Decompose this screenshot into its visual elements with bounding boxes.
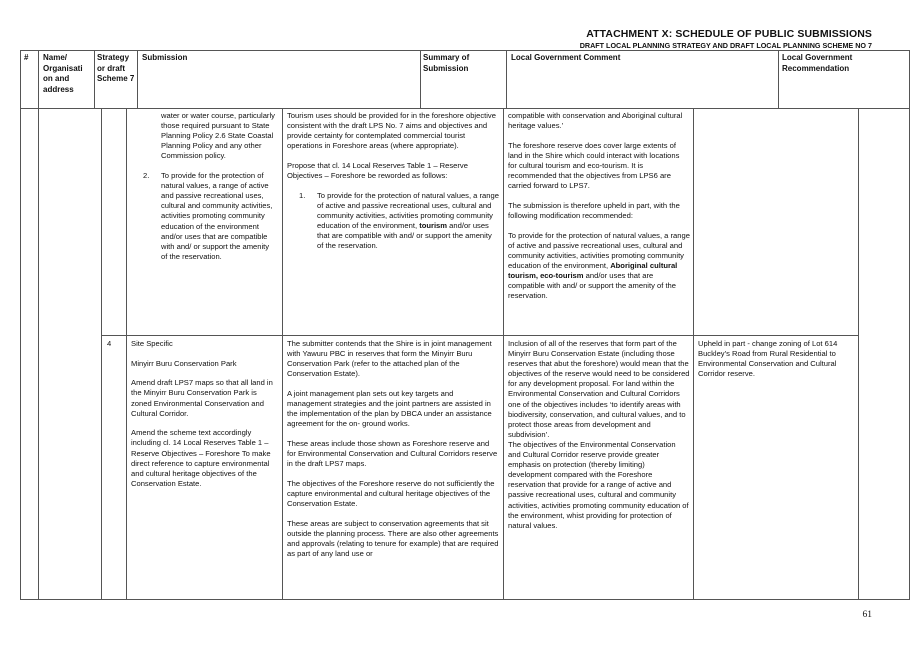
continued-summary-cell (287, 111, 499, 261)
comment-paragraph: Inclusion of all of the reserves that form part of the Minyirr Buru Conservation Estate (including those reserves that abut the foreshore) would mean that the objectives of the reserve would need to be considered for any development proposal. For land within the Environmental Conservation and Cultural Corridors one of the objectives includes ‘to identify areas with biodiversity, conservation, and cultural values, and to protect those areas from development and subdivision’. (508, 339, 690, 439)
column-header-strategy: Strategy or draft Scheme 7 (97, 53, 135, 84)
column-header-summary: Summary of Submission (423, 53, 470, 73)
submission-paragraph: Site Specific (131, 339, 173, 348)
header-divider (137, 50, 138, 109)
body-divider (858, 109, 859, 600)
row-divider (101, 335, 858, 336)
continued-comment-cell (508, 111, 690, 301)
body-divider (693, 109, 694, 600)
row4-comment-cell (508, 339, 690, 531)
header-divider (506, 50, 507, 109)
summary-paragraph: The submitter contends that the Shire is in joint management with Yawuru PBC in reserves that form the Minyirr Buru Conservation Park (refer to the attached plan of the Conservation Estate). (287, 339, 492, 379)
document-title: ATTACHMENT X: SCHEDULE OF PUBLIC SUBMISSIONS (586, 28, 872, 40)
row4-submission-cell (131, 339, 279, 499)
header-divider (778, 50, 779, 109)
submission-paragraph: Minyirr Buru Conservation Park (131, 358, 237, 368)
summary-paragraph: These areas include those shown as Foreshore reserve and for Environmental Conservation and Cultural Corridors reserve in the draft LPS7 maps. (287, 438, 498, 469)
header-divider (38, 50, 39, 109)
body-divider (503, 109, 504, 600)
body-divider (282, 109, 283, 600)
summary-paragraph: A joint management plan sets out key targets and management strategies and the joint partners are assisted in the implementation of the plan by DBCA under an assistance agreement for the on- ground works. (287, 388, 492, 429)
column-header-comment: Local Government Comment (511, 53, 621, 62)
summary-paragraph: Tourism uses should be provided for in the foreshore objective consistent with the draft LPS No. 7 aims and objectives and provide certainty for contemplated commercial tourist operations in Foreshore areas (where appropriate). (287, 111, 496, 151)
body-divider (101, 109, 102, 600)
submission-list-item: 2. To provide for the protection of natural values, a range of active and passive recreational uses, cultural and community activities, activities promoting community education of the environment and/or uses that are compatible with and/ or support the amenity of the reservation. (143, 171, 273, 261)
document-subtitle: DRAFT LOCAL PLANNING STRATEGY AND DRAFT LOCAL PLANNING SCHEME NO 7 (579, 41, 872, 50)
continued-submission-cell (131, 111, 277, 272)
row4-summary-cell (287, 339, 499, 559)
header-divider (94, 50, 95, 109)
summary-list-item: 1. To provide for the protection of natural values, a range of active and passive recreational uses, cultural and community activities, activities promoting community education of the environment, tourism and/or uses that are compatible with and/ or support the amenity of the reservation. (299, 190, 499, 251)
summary-paragraph: These areas are subject to conservation agreements that sit outside the planning process. There are also other agreements and approvals (relating to tenure for example) that are required as part of any land use or (287, 518, 499, 558)
column-header-submission: Submission (142, 53, 188, 62)
summary-paragraph: The objectives of the Foreshore reserve do not sufficiently the capture environmental and cultural heritage objectives of the Conservation Estate. (287, 478, 495, 508)
summary-paragraph: Propose that cl. 14 Local Reserves Table 1 – Reserve Objectives – Foreshore be reworded as follows: (287, 160, 468, 181)
column-header-num: # (24, 53, 29, 62)
body-divider (126, 109, 127, 600)
comment-paragraph: The objectives of the Environmental Conservation and Cultural Corridor reserve provide greater emphasis on protection (thereby limiting) development compared with the Foreshore reservation that provide for a range of active and passive recreational uses, cultural and community activities, activities promoting community education of the environment, whist providing for protection of natural values. (508, 439, 689, 530)
comment-paragraph: The foreshore reserve does cover large extents of land in the Shire which could interact with locations for cultural tourism and eco-tourism. It is recommended that the objectives from LPS6 are carried forward to LPS7. (508, 140, 680, 191)
body-divider (38, 109, 39, 600)
submission-list-item: water or water course, particularly those required pursuant to State Planning Policy 2.6 State Coastal Planning Policy and any other Commission policy. (161, 111, 275, 161)
row4-recommendation-cell: Upheld in part - change zoning of Lot 614 Buckley’s Road from Rural Residential to Environmental Conservation and Cultural Corridor reserve. (698, 339, 838, 379)
header-divider (420, 50, 421, 109)
page-number: 61 (862, 610, 872, 620)
row-number: 4 (107, 339, 112, 348)
comment-paragraph: The submission is therefore upheld in part, with the following modification recommended: (508, 200, 680, 220)
submission-paragraph: Amend the scheme text accordingly including cl. 14 Local Reserves Table 1 – Reserve Objectives – Foreshore To make direct reference to capture environmental and cultural heritage objectives of the Conservation Estate. (131, 428, 271, 488)
column-header-name: Name/ Organisati on and address (43, 53, 83, 94)
submission-paragraph: Amend draft LPS7 maps so that all land in the Minyirr Buru Conservation Park is zoned Environmental Conservation and Cultural Corridor. (131, 378, 273, 418)
comment-paragraph: To provide for the protection of natural values, a range of active and passive recreational uses, cultural and community activities, activities promoting community education of the environment, Aboriginal cultural tourism, eco-tourism and/or uses that are compatible with and/ or support the amenity of the reservation. (508, 230, 690, 301)
column-header-recommendation: Local Government Recommendation (782, 53, 853, 73)
comment-paragraph: compatible with conservation and Aboriginal cultural heritage values.’ (508, 111, 683, 131)
